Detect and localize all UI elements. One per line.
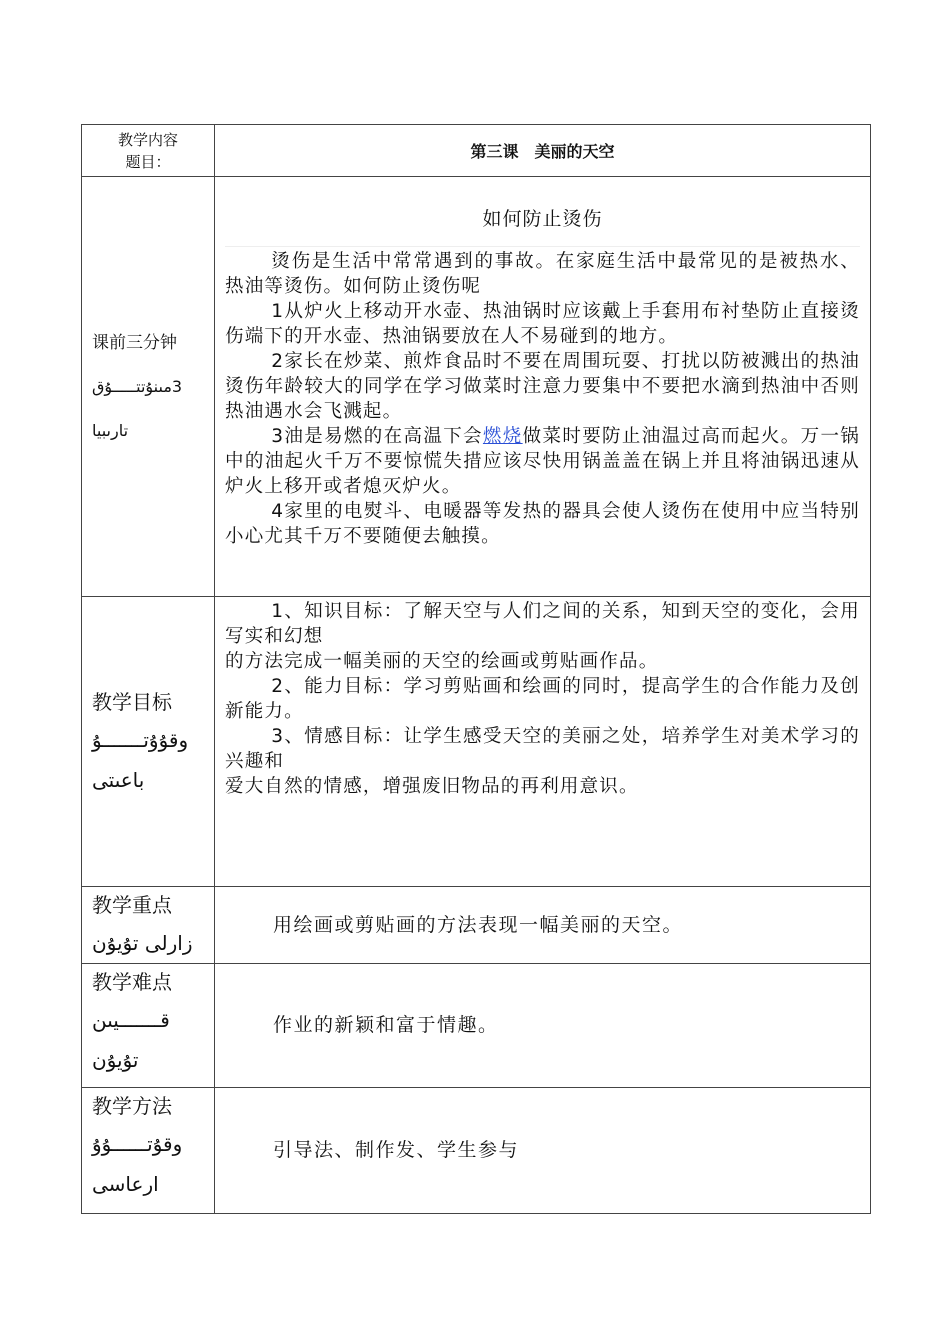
header-label-line1: 教学内容 bbox=[117, 130, 178, 149]
goal-emotion-cont: 爱大自然的情感，增强废旧物品的再利用意识。 bbox=[225, 776, 639, 797]
key-points-row bbox=[82, 887, 871, 964]
warmup-label-cell bbox=[82, 177, 215, 597]
header-label-cell bbox=[82, 125, 215, 177]
warmup-point-1: 1从炉火上移动开水壶、热油锅时应该戴上手套用布衬垫防止直接烫伤端下的开水壶、热油锅要放在人不易碰到的地方。 bbox=[225, 301, 860, 347]
header-label-line2: 题目： bbox=[125, 152, 171, 171]
key-points-label-cell bbox=[82, 887, 215, 964]
methods-label-ug1: وقۇتــــــۇۇ bbox=[92, 1132, 183, 1156]
warmup-label-ug1: 3مىنۇتتـــــۇق bbox=[92, 376, 183, 396]
difficulties-text: 作业的新颖和富于情趣。 bbox=[215, 964, 871, 1088]
goals-label-ug1: وقۇۇتـــــــۇ bbox=[92, 727, 189, 752]
methods-label-ug2: ارعاسى bbox=[92, 1172, 159, 1196]
lesson-title: 第三课 美丽的天空 bbox=[215, 125, 871, 177]
goal-ability: 2、能力目标：学习剪贴画和绘画的同时，提高学生的合作能力及创新能力。 bbox=[225, 676, 860, 722]
key-points-label-ug: زارلى تۇيۇن bbox=[92, 931, 193, 955]
warmup-point-3-after: 做菜时要防止油温过高而起火。万一锅中的油起火千万不要惊慌失措应该尽快用锅盖盖在锅上并且将油锅迅速从炉火上移开或者熄灭炉火。 bbox=[225, 426, 860, 497]
methods-label-cell bbox=[82, 1088, 215, 1214]
warmup-content-cell bbox=[215, 177, 871, 597]
goal-knowledge-cont: 的方法完成一幅美丽的天空的绘画或剪贴画作品。 bbox=[225, 651, 659, 672]
goals-label-ug2: باعىتى bbox=[92, 767, 145, 792]
key-points-label-cn: 教学重点 bbox=[92, 893, 172, 917]
difficulties-label-ug2: تۇيۇن bbox=[92, 1048, 139, 1072]
key-points-text: 用绘画或剪贴画的方法表现一幅美丽的天空。 bbox=[215, 887, 871, 964]
warmup-point-3-before: 3油是易燃的在高温下会 bbox=[271, 426, 483, 447]
goals-content-cell bbox=[215, 597, 871, 887]
methods-text: 引导法、制作发、学生参与 bbox=[215, 1088, 871, 1214]
goal-emotion: 3、情感目标：让学生感受天空的美丽之处，培养学生对美术学习的兴趣和 bbox=[225, 726, 860, 772]
warmup-label-cn: 课前三分钟 bbox=[92, 332, 177, 353]
warmup-label-ug2: تارىبيا bbox=[92, 420, 129, 440]
methods-label-cn: 教学方法 bbox=[92, 1094, 172, 1118]
methods-row bbox=[82, 1088, 871, 1214]
lesson-plan-table bbox=[81, 124, 871, 1214]
warmup-point-4: 4家里的电熨斗、电暖器等发热的器具会使人烫伤在使用中应当特别小心尤其千万不要随便去触摸。 bbox=[225, 501, 860, 547]
warmup-intro: 烫伤是生活中常常遇到的事故。在家庭生活中最常见的是被热水、热油等烫伤。如何防止烫伤呢 bbox=[225, 251, 860, 297]
goals-label-cn: 教学目标 bbox=[92, 689, 172, 714]
warmup-point-3 bbox=[225, 424, 860, 499]
warmup-point-2: 2家长在炒菜、煎炸食品时不要在周围玩耍、打扰以防被溅出的热油烫伤年龄较大的同学在学习做菜时注意力要集中不要把水滴到热油中否则热油遇水会飞溅起。 bbox=[225, 351, 860, 422]
difficulties-label-ug1: قـــــــيىن bbox=[92, 1008, 170, 1032]
difficulties-label-cn: 教学难点 bbox=[92, 970, 172, 994]
difficulties-label-cell bbox=[82, 964, 215, 1088]
warmup-row bbox=[82, 177, 871, 597]
warmup-title: 如何防止烫伤 bbox=[225, 177, 860, 247]
goals-row bbox=[82, 597, 871, 887]
difficulties-row bbox=[82, 964, 871, 1088]
burning-link[interactable]: 燃烧 bbox=[482, 426, 523, 447]
goals-label-cell bbox=[82, 597, 215, 887]
header-row bbox=[82, 125, 871, 177]
goal-knowledge: 1、知识目标：了解天空与人们之间的关系，知到天空的变化，会用写实和幻想 bbox=[225, 601, 860, 647]
